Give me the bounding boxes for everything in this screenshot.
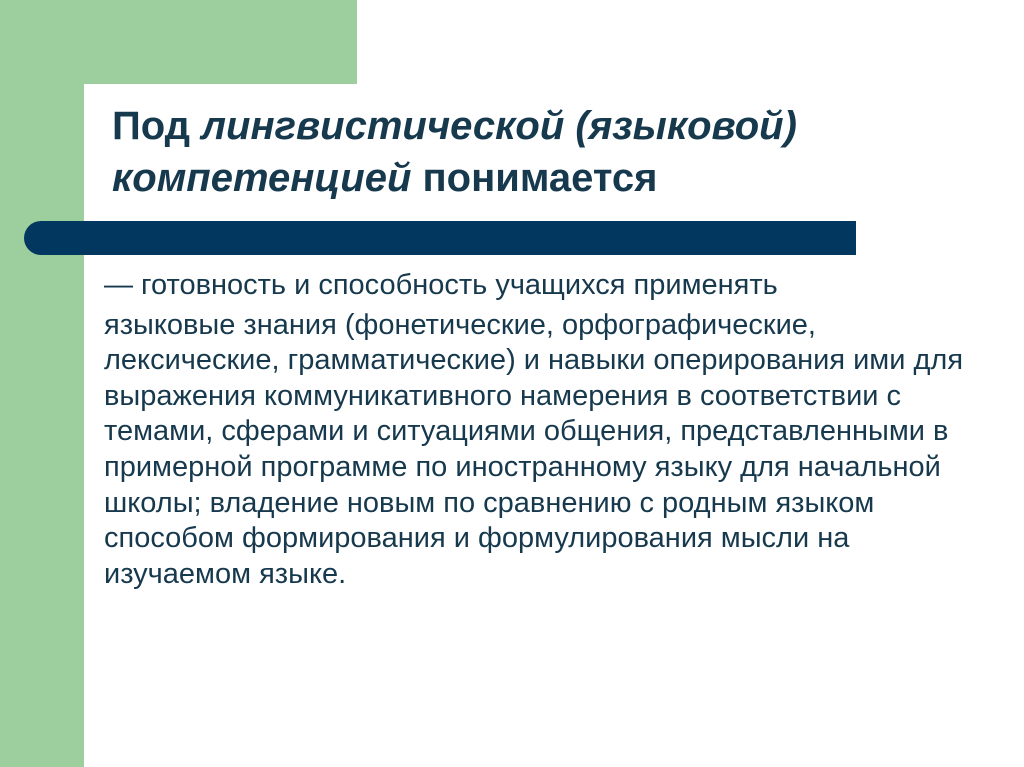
title-divider-bar — [24, 221, 856, 255]
title-italic-term: лингвистической (языковой) компетенцией — [112, 104, 797, 200]
definition-body: языковые знания (фонетические, орфографические, лексические, грамматические) и навыки оперирования ими для выражения коммуникативного намерения в соответствии с темами, сферами и ситуациями общения, представленными в примерной программе по иностранному языку для начальной школы; владение новым по сравнению с родным языком способом формирования и формулирования мысли на изучаемом языке. — [104, 308, 964, 590]
definition-first-line: — готовность и способность учащихся применять — [104, 269, 778, 301]
title-part-3: понимается — [411, 156, 658, 200]
green-accent-horizontal — [0, 0, 357, 84]
definition-text — [104, 268, 984, 592]
green-accent-vertical — [0, 0, 84, 767]
title-part-1: Под — [112, 104, 202, 148]
slide-title — [112, 100, 932, 204]
